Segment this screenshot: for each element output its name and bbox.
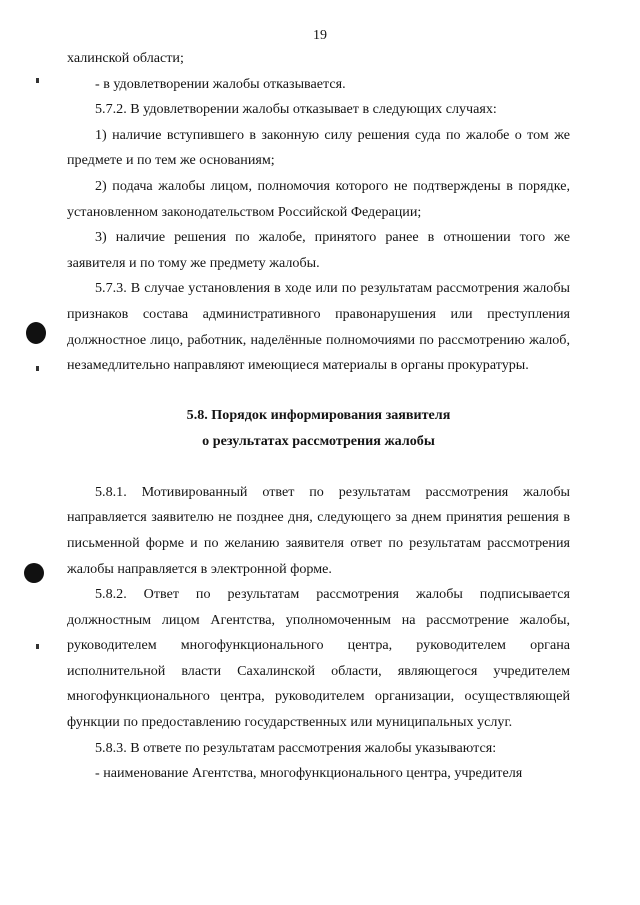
- paragraph: - в удовлетворении жалобы отказывается.: [95, 75, 346, 92]
- punch-hole-mark-top: [26, 322, 46, 344]
- section-heading-line-2: о результатах рассмотрения жалобы: [202, 432, 435, 449]
- punch-hole-mark-bottom: [24, 563, 44, 583]
- paragraph: 1) наличие вступившего в законную силу решения суда по жалобе о том же предмете и по тем же основаниям;: [67, 126, 570, 169]
- paragraph: 5.8.1. Мотивированный ответ по результатам рассмотрения жалобы направляется заявителю не позднее дня, следующего за днем принятия решения в письменной форме и по желанию заявителя ответ по результатам рассмотрения жалобы направляется в электронной форме.: [67, 483, 570, 577]
- scan-speck: [36, 366, 39, 371]
- paragraph: 5.7.2. В удовлетворении жалобы отказывает в следующих случаях:: [95, 101, 497, 118]
- paragraphs-bottom: [67, 480, 570, 787]
- section-heading: [67, 402, 570, 454]
- paragraph: 5.8.2. Ответ по результатам рассмотрения жалобы подписывается должностным лицом Агентства, уполномоченным на рассмотрение жалобы, руководителем многофункционального центра, руководителем органа исполнительной власти Сахалинской области, являющегося учредителем многофункционального центра, руководителем организации, осуществляющей функции по предоставлению государственных или муниципальных услуг.: [67, 586, 570, 731]
- paragraphs-top: [67, 46, 570, 379]
- page-number: 19: [313, 28, 327, 43]
- paragraph: 2) подача жалобы лицом, полномочия которого не подтверждены в порядке, установленном законодательством Российской Федерации;: [67, 177, 570, 220]
- paragraph: 3) наличие решения по жалобе, принятого ранее в отношении того же заявителя и по тому же предмету жалобы.: [67, 229, 570, 271]
- scan-speck: [36, 78, 39, 83]
- section-heading-line-1: 5.8. Порядок информирования заявителя: [186, 406, 451, 423]
- paragraph: 5.8.3. В ответе по результатам рассмотрения жалобы указываются:: [95, 739, 497, 756]
- scan-speck: [36, 644, 39, 649]
- paragraph: 5.7.3. В случае установления в ходе или по результатам рассмотрения жалобы признаков состава административного правонарушения или преступления должностное лицо, работник, наделённые полномочиями по рассмотрению жалоб, незамедлительно направляют имеющиеся материалы в органы прокуратуры.: [67, 280, 570, 374]
- paragraph: халинской области;: [67, 50, 184, 66]
- document-body: [67, 46, 570, 787]
- paragraph: - наименование Агентства, многофункционального центра, учредителя: [95, 765, 523, 782]
